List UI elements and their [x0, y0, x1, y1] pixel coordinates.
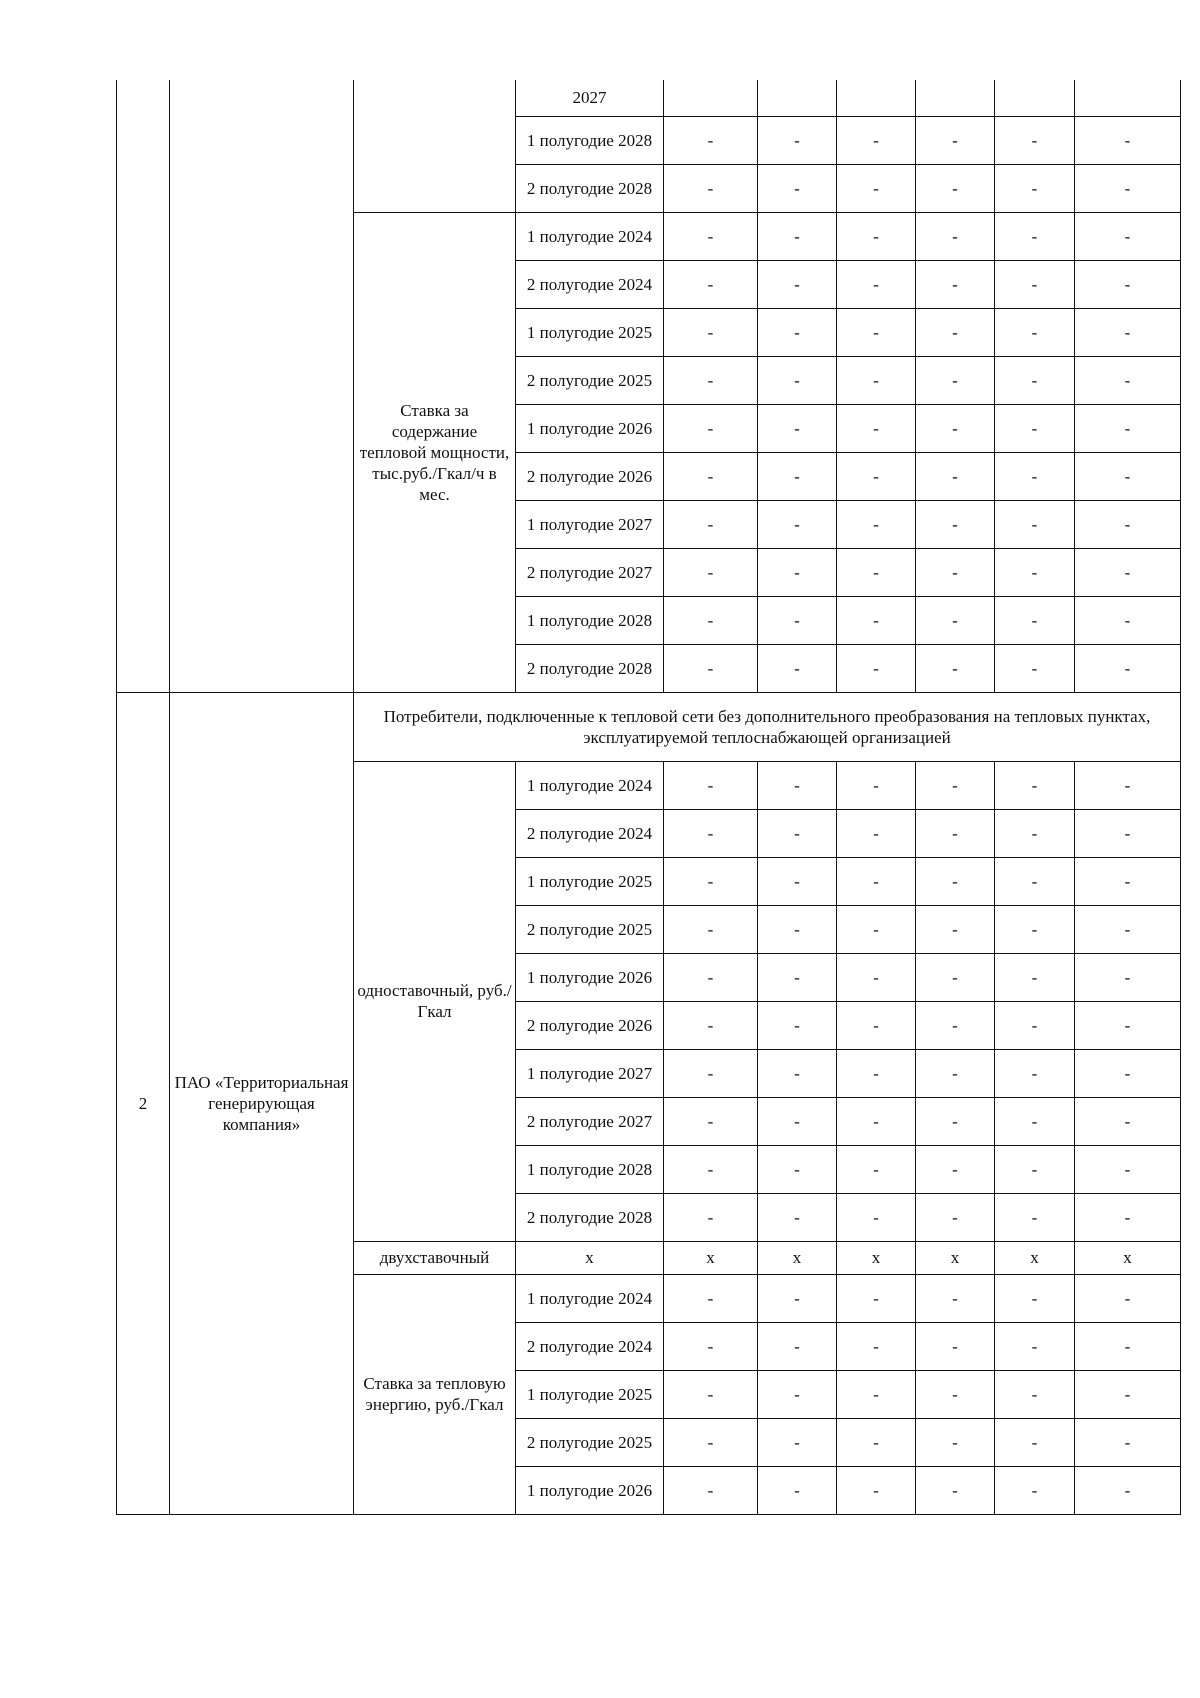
value-cell: - [664, 212, 758, 260]
value-cell: - [916, 404, 995, 452]
value-cell: - [837, 1097, 916, 1145]
value-cell: - [837, 1001, 916, 1049]
value-cell: - [837, 857, 916, 905]
value-cell [916, 80, 995, 116]
value-cell: - [916, 1097, 995, 1145]
period-cell: 2 полугодие 2024 [516, 260, 664, 308]
period-cell: 2 полугодие 2025 [516, 356, 664, 404]
value-cell: - [664, 356, 758, 404]
value-cell: - [916, 356, 995, 404]
value-cell: - [916, 500, 995, 548]
value-cell: - [758, 1193, 837, 1241]
value-cell: - [1075, 1322, 1181, 1370]
value-cell: - [995, 116, 1075, 164]
value-cell: - [1075, 1418, 1181, 1466]
period-cell: 2 полугодие 2028 [516, 164, 664, 212]
value-cell: - [664, 1049, 758, 1097]
value-cell: - [837, 500, 916, 548]
value-cell: - [664, 404, 758, 452]
period-cell: 2 полугодие 2025 [516, 1418, 664, 1466]
organization-cell [170, 80, 354, 692]
value-cell: - [758, 1418, 837, 1466]
value-cell: - [664, 1370, 758, 1418]
value-cell: - [758, 857, 837, 905]
value-cell: - [664, 1097, 758, 1145]
value-cell: x [664, 1241, 758, 1274]
value-cell: - [837, 1049, 916, 1097]
period-cell: 2 полугодие 2028 [516, 1193, 664, 1241]
value-cell: - [995, 1145, 1075, 1193]
value-cell: - [837, 953, 916, 1001]
value-cell: - [995, 212, 1075, 260]
value-cell: - [758, 809, 837, 857]
value-cell: - [916, 857, 995, 905]
value-cell: - [664, 500, 758, 548]
value-cell: - [758, 356, 837, 404]
value-cell: - [664, 308, 758, 356]
value-cell: - [664, 1274, 758, 1322]
value-cell: - [1075, 212, 1181, 260]
value-cell: - [916, 1418, 995, 1466]
value-cell: - [664, 644, 758, 692]
value-cell: - [916, 1193, 995, 1241]
value-cell: x [758, 1241, 837, 1274]
value-cell: - [664, 596, 758, 644]
value-cell: x [516, 1241, 664, 1274]
value-cell: - [837, 1466, 916, 1514]
value-cell: - [1075, 596, 1181, 644]
value-cell: - [916, 1322, 995, 1370]
value-cell: - [837, 1193, 916, 1241]
value-cell: - [664, 905, 758, 953]
value-cell: - [1075, 404, 1181, 452]
value-cell: - [837, 644, 916, 692]
value-cell: - [916, 116, 995, 164]
value-cell: - [758, 761, 837, 809]
value-cell: - [837, 452, 916, 500]
value-cell: - [664, 1418, 758, 1466]
value-cell: - [995, 164, 1075, 212]
period-cell: 1 полугодие 2027 [516, 500, 664, 548]
period-cell: 2 полугодие 2028 [516, 644, 664, 692]
value-cell: - [758, 1049, 837, 1097]
value-cell: - [758, 644, 837, 692]
value-cell: - [995, 1370, 1075, 1418]
value-cell: - [664, 1145, 758, 1193]
value-cell: - [758, 164, 837, 212]
period-cell: 1 полугодие 2026 [516, 953, 664, 1001]
value-cell: - [916, 905, 995, 953]
period-cell: 2 полугодие 2025 [516, 905, 664, 953]
value-cell: - [916, 644, 995, 692]
value-cell: - [1075, 905, 1181, 953]
value-cell: - [1075, 1097, 1181, 1145]
value-cell: - [916, 308, 995, 356]
value-cell: - [758, 905, 837, 953]
value-cell: - [837, 1274, 916, 1322]
value-cell: - [758, 452, 837, 500]
value-cell: - [1075, 857, 1181, 905]
value-cell: - [664, 857, 758, 905]
value-cell: - [995, 404, 1075, 452]
period-cell: 1 полугодие 2028 [516, 116, 664, 164]
value-cell: - [837, 1418, 916, 1466]
value-cell: - [916, 212, 995, 260]
value-cell: - [916, 1274, 995, 1322]
value-cell: - [664, 164, 758, 212]
value-cell: - [1075, 164, 1181, 212]
period-cell: 1 полугодие 2026 [516, 404, 664, 452]
value-cell: - [758, 1466, 837, 1514]
value-cell: - [995, 1049, 1075, 1097]
value-cell: - [758, 404, 837, 452]
value-cell: - [837, 1322, 916, 1370]
value-cell: - [664, 761, 758, 809]
table-row [117, 80, 1181, 116]
value-cell: x [1075, 1241, 1181, 1274]
value-cell: - [758, 212, 837, 260]
value-cell: - [995, 953, 1075, 1001]
value-cell: - [837, 1145, 916, 1193]
value-cell: - [916, 452, 995, 500]
value-cell: - [664, 1193, 758, 1241]
value-cell: - [916, 1049, 995, 1097]
value-cell: - [1075, 1274, 1181, 1322]
value-cell: - [758, 1145, 837, 1193]
value-cell: - [995, 905, 1075, 953]
table-row [117, 692, 1181, 761]
period-cell: 2 полугодие 2024 [516, 809, 664, 857]
value-cell: - [995, 1274, 1075, 1322]
consumer-group-header: Потребители, подключенные к тепловой сети без дополнительного преобразования на тепловых пунктах, эксплуатируемой теплоснабжающей организацией [354, 692, 1181, 761]
value-cell: - [995, 452, 1075, 500]
value-cell: - [758, 1322, 837, 1370]
value-cell: x [995, 1241, 1075, 1274]
value-cell: - [837, 212, 916, 260]
value-cell: - [664, 1322, 758, 1370]
value-cell: - [664, 116, 758, 164]
value-cell: - [995, 809, 1075, 857]
period-cell: 2 полугодие 2024 [516, 1322, 664, 1370]
period-cell: 1 полугодие 2024 [516, 1274, 664, 1322]
value-cell: - [916, 1370, 995, 1418]
value-cell: - [995, 857, 1075, 905]
value-cell: - [916, 809, 995, 857]
value-cell: - [837, 116, 916, 164]
value-cell: - [1075, 1001, 1181, 1049]
value-cell: - [837, 761, 916, 809]
value-cell [1075, 80, 1181, 116]
value-cell: - [995, 1001, 1075, 1049]
value-cell: - [995, 644, 1075, 692]
value-cell: - [1075, 1193, 1181, 1241]
value-cell: - [758, 953, 837, 1001]
value-cell: - [916, 548, 995, 596]
rate-energy-cell: Ставка за тепловую энергию, руб./Гкал [354, 1274, 516, 1514]
value-cell [837, 80, 916, 116]
rate-capacity-cell: Ставка за содержание тепловой мощности, тыс.руб./Гкал/ч в мес. [354, 212, 516, 692]
value-cell [664, 80, 758, 116]
value-cell: - [758, 548, 837, 596]
period-cell: 1 полугодие 2024 [516, 761, 664, 809]
value-cell: - [664, 1466, 758, 1514]
value-cell: x [916, 1241, 995, 1274]
value-cell: - [758, 1370, 837, 1418]
value-cell: - [995, 1418, 1075, 1466]
value-cell: - [664, 809, 758, 857]
row-number-cell: 2 [117, 692, 170, 1514]
value-cell: - [758, 596, 837, 644]
period-cell: 2 полугодие 2026 [516, 452, 664, 500]
value-cell: - [758, 1001, 837, 1049]
value-cell: - [758, 308, 837, 356]
value-cell: - [758, 1097, 837, 1145]
value-cell: - [837, 809, 916, 857]
value-cell: - [916, 1001, 995, 1049]
value-cell: - [916, 953, 995, 1001]
value-cell: - [995, 1322, 1075, 1370]
period-cell: 2027 [516, 80, 664, 116]
value-cell: - [916, 1466, 995, 1514]
tariff-table [116, 80, 1181, 1515]
value-cell [758, 80, 837, 116]
value-cell: - [1075, 308, 1181, 356]
value-cell: - [1075, 809, 1181, 857]
value-cell: - [1075, 260, 1181, 308]
period-cell: 1 полугодие 2028 [516, 596, 664, 644]
value-cell: - [995, 548, 1075, 596]
value-cell: - [995, 1193, 1075, 1241]
value-cell: - [664, 260, 758, 308]
period-cell: 1 полугодие 2025 [516, 1370, 664, 1418]
value-cell: - [1075, 356, 1181, 404]
value-cell: - [837, 308, 916, 356]
value-cell: - [1075, 953, 1181, 1001]
value-cell: - [1075, 1145, 1181, 1193]
value-cell: - [1075, 761, 1181, 809]
value-cell: - [995, 1097, 1075, 1145]
value-cell: - [916, 596, 995, 644]
period-cell: 1 полугодие 2025 [516, 857, 664, 905]
value-cell: x [837, 1241, 916, 1274]
value-cell: - [837, 596, 916, 644]
period-cell: 1 полугодие 2027 [516, 1049, 664, 1097]
value-cell: - [758, 260, 837, 308]
period-cell: 1 полугодие 2025 [516, 308, 664, 356]
value-cell: - [664, 953, 758, 1001]
value-cell: - [1075, 452, 1181, 500]
value-cell: - [837, 356, 916, 404]
value-cell: - [837, 548, 916, 596]
value-cell: - [916, 164, 995, 212]
period-cell: 2 полугодие 2027 [516, 1097, 664, 1145]
value-cell [995, 80, 1075, 116]
value-cell: - [758, 500, 837, 548]
value-cell: - [837, 404, 916, 452]
rate-single-cell: одноставочный, руб./Гкал [354, 761, 516, 1241]
value-cell: - [1075, 644, 1181, 692]
value-cell: - [995, 356, 1075, 404]
period-cell: 2 полугодие 2027 [516, 548, 664, 596]
value-cell: - [995, 1466, 1075, 1514]
value-cell: - [995, 761, 1075, 809]
rate-cell [354, 80, 516, 212]
value-cell: - [1075, 548, 1181, 596]
value-cell: - [1075, 1466, 1181, 1514]
period-cell: 2 полугодие 2026 [516, 1001, 664, 1049]
value-cell: - [995, 260, 1075, 308]
organization-cell: ПАО «Территориальная генерирующая компания» [170, 692, 354, 1514]
value-cell: - [916, 761, 995, 809]
value-cell: - [664, 452, 758, 500]
value-cell: - [837, 260, 916, 308]
value-cell: - [1075, 500, 1181, 548]
value-cell: - [995, 596, 1075, 644]
value-cell: - [837, 905, 916, 953]
value-cell: - [995, 500, 1075, 548]
value-cell: - [1075, 116, 1181, 164]
value-cell: - [664, 548, 758, 596]
value-cell: - [758, 116, 837, 164]
value-cell: - [837, 164, 916, 212]
rate-double-cell: двухставочный [354, 1241, 516, 1274]
period-cell: 1 полугодие 2024 [516, 212, 664, 260]
value-cell: - [758, 1274, 837, 1322]
value-cell: - [916, 1145, 995, 1193]
row-number-cell [117, 80, 170, 692]
value-cell: - [995, 308, 1075, 356]
period-cell: 1 полугодие 2028 [516, 1145, 664, 1193]
value-cell: - [1075, 1370, 1181, 1418]
value-cell: - [1075, 1049, 1181, 1097]
value-cell: - [664, 1001, 758, 1049]
value-cell: - [916, 260, 995, 308]
period-cell: 1 полугодие 2026 [516, 1466, 664, 1514]
value-cell: - [837, 1370, 916, 1418]
